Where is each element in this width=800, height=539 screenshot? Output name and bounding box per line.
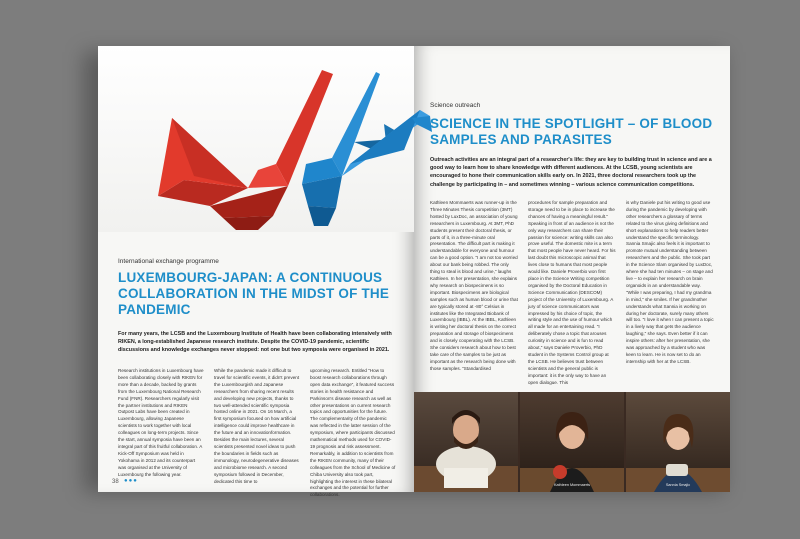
portrait-photos <box>414 392 730 492</box>
caption: Daniele Proverbio <box>450 483 482 487</box>
column-2: While the pandemic made it difficult to travel for scientific events, it didn't prevent the Luxembourgish and Japanese researchers from sharing recent results and developing new projects, thanks to two well-attended scientific symposia hosted online in 2021. On 16 March, a first symposium focused on how artificial intelligence could improve healthcare in the future and an innovationformation. Besides the main lectures, several scientists presented novel ideas to push the boundaries in fields such as immunology, neurodegenerative diseases and microbiome research. A second symposium followed in December, dedicated this time to <box>214 368 300 484</box>
page-number: 38 <box>112 479 119 485</box>
article-title: SCIENCE IN THE SPOTLIGHT – OF BLOOD SAMPLES AND PARASITES <box>430 116 713 147</box>
column-3: is why Daniele put his writing to good use during the pandemic by developing with other researchers a glossary of terms related to the virus giving definitions and short explanations to help readers better understand the specific terminology. Sannia Smajic also feels it is important to promote mutual understanding between researchers and the public. She took part in the Science Slam organised by LuxDoc, where she had ten minutes – on stage and live – to explain her research on brain organoids in an understandable way. "While I was preparing, I had my grandma in mind," she smiles. If her grandmother understands what Sannia is working on during her doctorate, surely many others will too. "I love it when I can present a topic in a lively way that gets the audience laughing," she says. Even better if it can inspire others: after her presentation, she was approached by a student who was keen to learn. He is now set to do an internship with her at the LCSB. <box>626 200 714 364</box>
caption: Sannia Smajic <box>665 483 691 487</box>
article-title: LUXEMBOURG-JAPAN: A CONTINUOUS COLLABORATION IN THE MIDST OF THE PANDEMIC <box>118 270 390 317</box>
article-lead: Outreach activities are an integral part of a researcher's life: they are key to building trust in science and are a good way to learn how to share knowledge with different audiences. At the LCSB, young scientists are encouraged to hone their communication skills early on. In 2021, three doctoral researchers took up the challenge by participating in – and sometimes winning – various science communication competitions. <box>430 157 712 188</box>
page-dots-icon: ●●● <box>124 478 138 484</box>
column-1: Research institutions in Luxembourg have been collaborating closely with RIKEN for more than a decade, backed by grants from the Luxembourg National Research Fund (FNR). Researchers regularly visit the partner institutions and RIKEN Outpost Labs have been created in Luxembourg, allowing Japanese scientists to work together with local colleagues on long-term projects. Since the start, annual symposia have been an integral part of this fruitful collaboration. A Kick-Off Symposium was held in Yokohama in 2012 and its counterpart was organised at the University of Luxembourg the following year. <box>118 368 204 477</box>
blue-crane-spill <box>280 46 440 232</box>
portrait-daniele <box>414 392 518 492</box>
column-2: procedures for sample preparation and storage need to be in place to increase the chances of having a meaningful result." Speaking in front of an audience is not the only way researchers can share their passion for science: writing skills can also prove useful. The domestic mite is a term that most people have never heard. For his last doubt this microscopic animal that lives close to humans that most people would like. Daniele Proverbio won first place in the Science Writing competition organised by the Doctoral Education in Science Communication (DESCOM) project of the University of Luxembourg. A jury of science communicators was impressed by his choice of topic, the writing style and the use of humour which all made for an entertaining read. "I deliberately chose a topic that arouses curiosity in science and is fun to read about," says Daniele Proverbio, PhD student in the Systems Control group at the LCSB. He believes trust between scientists and the general public is important: it is the only way to have an open dialogue. This <box>528 200 616 385</box>
right-page <box>414 46 730 492</box>
portrait-sannia <box>626 392 730 492</box>
article-lead: For many years, the LCSB and the Luxembourg Institute of Health have been collaborating intensively with RIKEN, a long-established Japanese research institute. Despite the COVID-19 pandemic, scientific discussions and knowledge exchanges never stopped: not one but two symposia were organised in 2021. <box>118 331 392 354</box>
person-icon <box>414 392 518 492</box>
column-1: Kathleen Mommaerts was runner-up in the Three Minutes Thesis competition (3MT) hosted by LuxDoc, an association of young researchers in Luxembourg. At 3MT, PhD students present their doctoral thesis, or parts of it, in a three-minute oral presentation. The difficult part is making it understandable for everyone and humour can be a good option. "I am not too worried about our bank being robbed. The only thing to steal is blood and urine," laughs Kathleen. In her presentation, she explains why research on biospecimens is so important. Biospecimens are biological samples such as human blood or urine that are typically stored at -80° Celsius in institutes like the Integrated Biobank of Luxembourg (IBBL). At the IBBL, Kathleen is writing her doctoral thesis on the correct preparation and storage of biospecimens and is closely cooperating with the LCSB. She considers research about how to best take care of the samples to be just as important as the research being done with those samples. "Standardised <box>430 200 518 371</box>
person-icon <box>626 392 730 492</box>
section-kicker: Science outreach <box>430 102 481 109</box>
person-icon <box>520 392 624 492</box>
column-3: upcoming research. Entitled "How to boost research collaborations through open data exchange", it featured success stories in health resistance and Parkinson's disease research as well as other presentations on current research topics and opportunities for the future. The complementarity of the pandemic was reflected in the latter session of the symposium, where participants discussed mathematical methods used for COVID-19 prognosis and risk assessment. Remarkably, in addition to scientists from the RIKEN community, many of their colleagues from the School of Medicine of Chiba University also took part, highlighting the interest in these bilateral exchanges and the potential for further collaborations. <box>310 368 396 498</box>
section-kicker: International exchange programme <box>118 258 219 265</box>
caption: Kathleen Mommaerts <box>553 483 591 487</box>
portrait-kathleen <box>520 392 624 492</box>
